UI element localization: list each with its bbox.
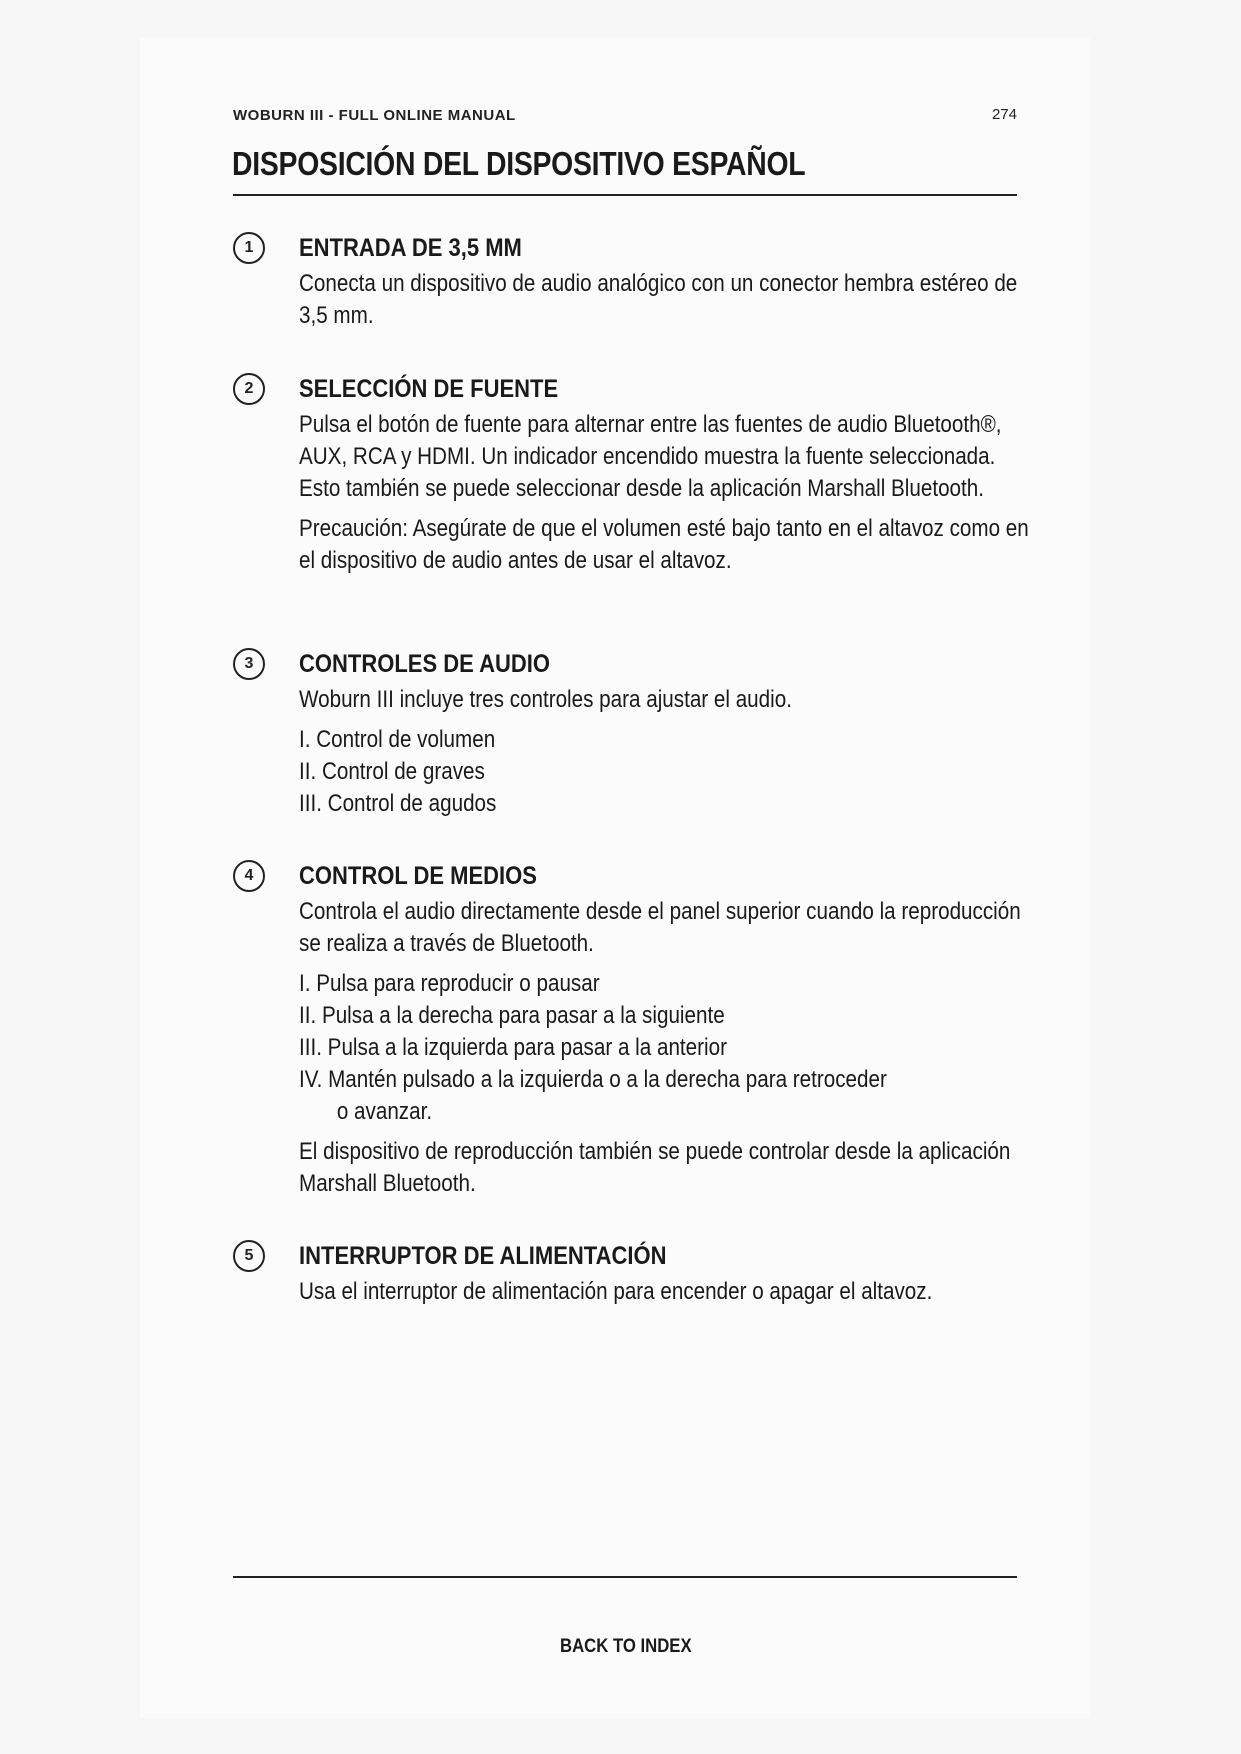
section-number-badge: 3 (233, 648, 265, 680)
section-heading: SELECCIÓN DE FUENTE (299, 375, 559, 403)
title-divider (233, 194, 1017, 196)
list-item-continuation: o avanzar. (336, 1098, 433, 1125)
section-number-badge: 5 (233, 1240, 265, 1272)
list-item: III. Control de agudos (299, 790, 497, 817)
media-control-list (299, 968, 1039, 1128)
section-number-badge: 1 (233, 232, 265, 264)
page-title: DISPOSICIÓN DEL DISPOSITIVO ESPAÑOL (232, 145, 806, 182)
section-heading: CONTROL DE MEDIOS (299, 862, 537, 890)
section-outro: El dispositivo de reproducción también se puede controlar desde la aplicación Marshall Bluetooth. (299, 1138, 1011, 1197)
list-item: I. Pulsa para reproducir o pausar (299, 970, 600, 997)
section-number-badge: 2 (233, 373, 265, 405)
list-item: I. Control de volumen (299, 726, 496, 753)
manual-title: WOBURN III - FULL ONLINE MANUAL (233, 107, 516, 124)
section-heading: CONTROLES DE AUDIO (299, 650, 550, 678)
page-number: 274 (991, 106, 1017, 123)
back-to-index-link[interactable]: BACK TO INDEX (560, 1636, 692, 1657)
list-item: II. Control de graves (299, 758, 485, 785)
footer-divider (233, 1576, 1017, 1578)
section-heading: INTERRUPTOR DE ALIMENTACIÓN (299, 1242, 667, 1270)
section-intro: Woburn III incluye tres controles para ajustar el audio. (299, 686, 792, 713)
caution-paragraph: Precaución: Asegúrate de que el volumen esté bajo tanto en el altavoz como en el dispositivo de audio antes de usar el altavoz. (299, 515, 1029, 574)
section-paragraph: Conecta un dispositivo de audio analógico con un conector hembra estéreo de 3,5 mm. (299, 270, 1018, 329)
section-heading: ENTRADA DE 3,5 MM (299, 234, 522, 262)
section-paragraph: Usa el interruptor de alimentación para encender o apagar el altavoz. (299, 1278, 933, 1305)
list-item: III. Pulsa a la izquierda para pasar a la anterior (299, 1034, 727, 1061)
section-number-badge: 4 (233, 860, 265, 892)
section-intro: Controla el audio directamente desde el panel superior cuando la reproducción se realiza a través de Bluetooth. (299, 898, 1021, 957)
audio-controls-list (299, 724, 1039, 820)
list-item: II. Pulsa a la derecha para pasar a la siguiente (299, 1002, 725, 1029)
list-item-text: IV. Mantén pulsado a la izquierda o a la derecha para retroceder (299, 1066, 887, 1093)
list-item (299, 1064, 1039, 1128)
section-paragraph: Pulsa el botón de fuente para alternar entre las fuentes de audio Bluetooth®, AUX, RCA y HDMI. Un indicador encendido muestra la fuente seleccionada. Esto también se puede seleccionar desde la aplicación Marshall Bluetooth. (299, 411, 1002, 502)
